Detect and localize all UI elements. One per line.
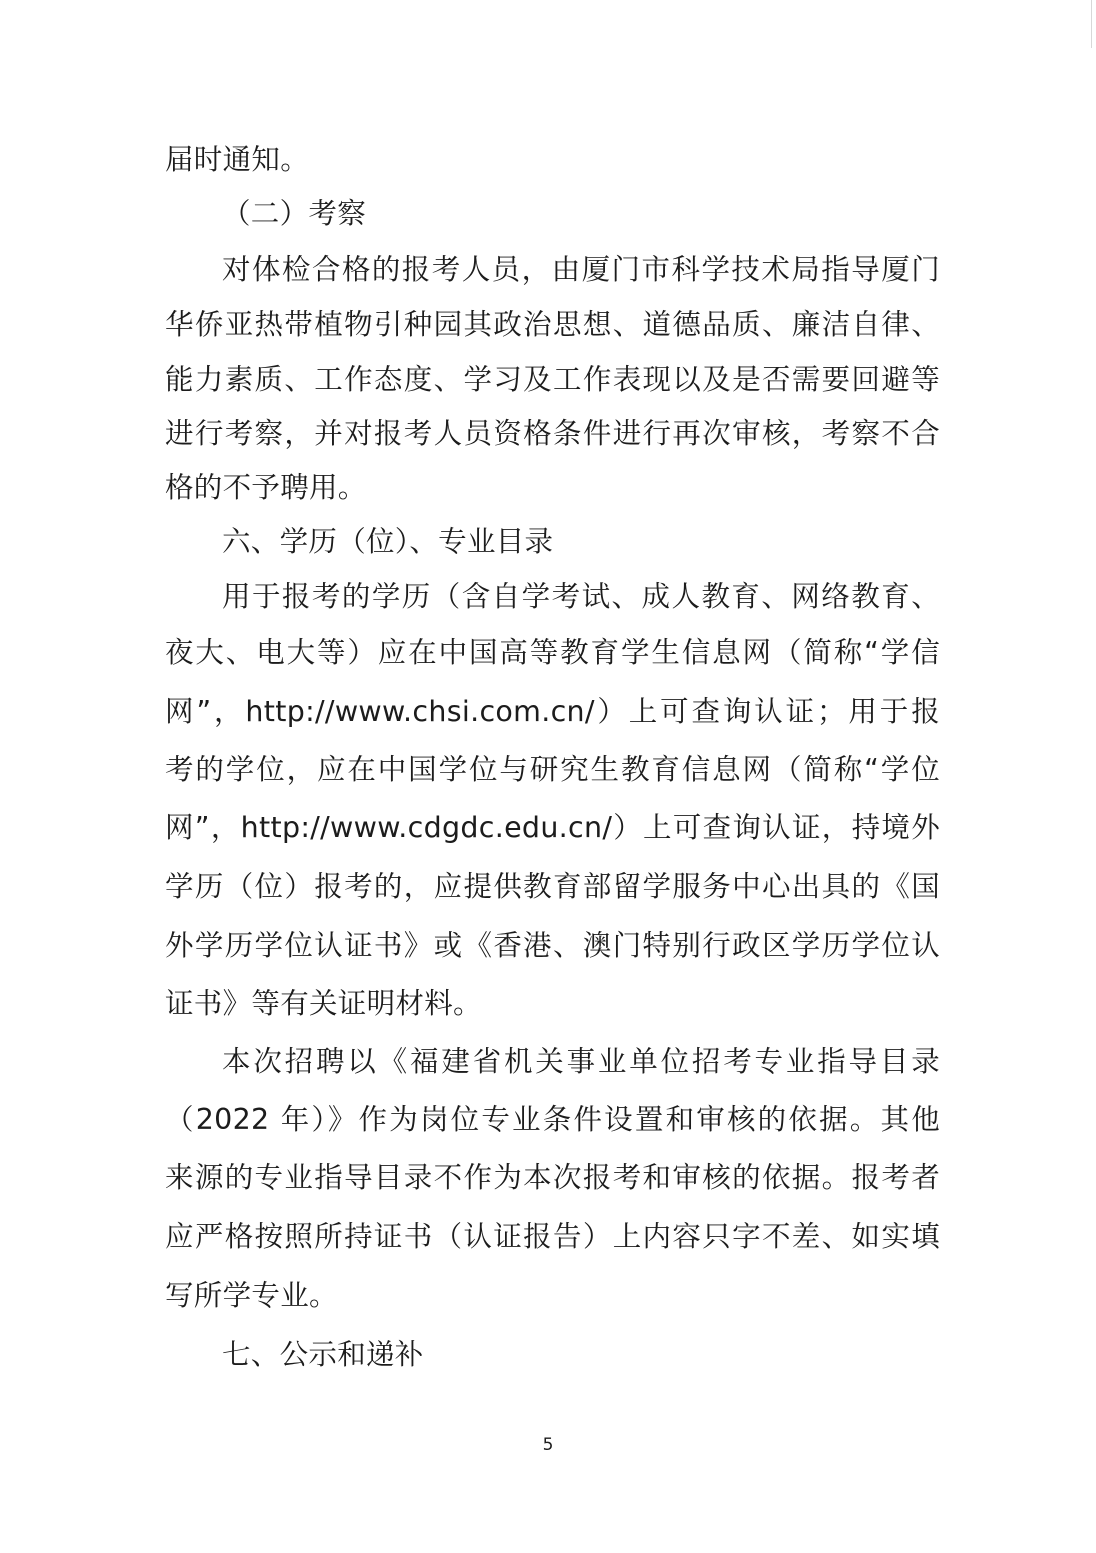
text-line: 证书》等有关证明材料。 — [165, 987, 482, 1020]
text-line: 考的学位，应在中国学位与研究生教育信息网（简称“学位 — [165, 753, 940, 786]
text-line: 本次招聘以《福建省机关事业单位招考专业指导目录 — [222, 1045, 940, 1078]
subsection-heading-inspection: （二）考察 — [222, 197, 367, 230]
text-line: 华侨亚热带植物引种园其政治思想、道德品质、廉洁自律、 — [165, 308, 940, 341]
text-line: 能力素质、工作态度、学习及工作表现以及是否需要回避等 — [165, 363, 940, 396]
text-line: 学历（位）报考的，应提供教育部留学服务中心出具的《国 — [165, 870, 940, 903]
page-edge-line — [1091, 0, 1092, 48]
text-line: （2022 年）》作为岗位专业条件设置和审核的依据。其他 — [165, 1103, 940, 1136]
text-line: 对体检合格的报考人员，由厦门市科学技术局指导厦门 — [222, 253, 940, 286]
text-line: 网”，http://www.cdgdc.edu.cn/）上可查询认证，持境外 — [165, 811, 940, 844]
text-line: 进行考察，并对报考人员资格条件进行再次审核，考察不合 — [165, 417, 940, 450]
text-line: 网”，http://www.chsi.com.cn/）上可查询认证；用于报 — [165, 695, 940, 728]
page-number: 5 — [542, 1435, 554, 1455]
text-line: 来源的专业指导目录不作为本次报考和审核的依据。报考者 — [165, 1161, 940, 1194]
text-line: 应严格按照所持证书（认证报告）上内容只字不差、如实填 — [165, 1220, 940, 1253]
text-line: 外学历学位认证书》或《香港、澳门特别行政区学历学位认 — [165, 929, 940, 962]
section-heading-education-catalog: 六、学历（位）、专业目录 — [222, 525, 554, 558]
text-line: 届时通知。 — [165, 143, 310, 176]
section-heading-publicity: 七、公示和递补 — [222, 1338, 424, 1371]
text-line: 用于报考的学历（含自学考试、成人教育、网络教育、 — [222, 580, 940, 613]
text-line: 夜大、电大等）应在中国高等教育学生信息网（简称“学信 — [165, 636, 940, 669]
text-line: 格的不予聘用。 — [165, 471, 367, 504]
text-line: 写所学专业。 — [165, 1279, 338, 1312]
